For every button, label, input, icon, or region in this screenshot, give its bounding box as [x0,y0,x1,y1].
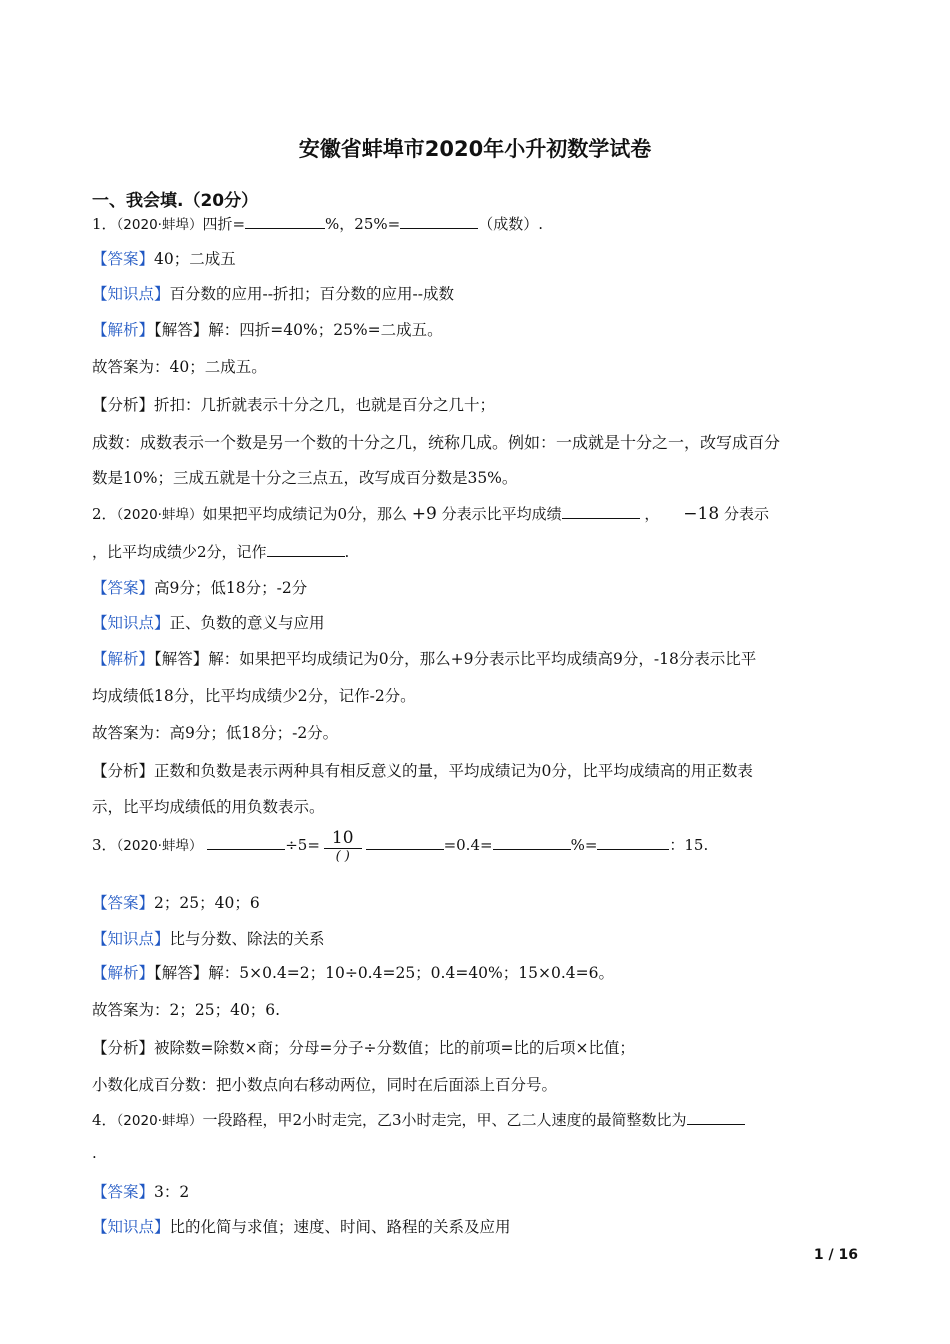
question-2-cont [92,541,349,562]
fraction [324,828,362,864]
question-text: ，比平均成绩少2分，记作 [92,543,267,561]
question-number: 3． [92,836,117,854]
question-text: %= [570,836,598,854]
analysis-line [92,961,614,983]
knowledge-tag: 【知识点】 [92,930,170,948]
question-text: 分表示 [723,505,769,523]
knowledge-line [92,282,454,304]
answer-blank[interactable] [493,834,571,850]
question-text: 分表示比平均成绩 [441,505,562,523]
answer-blank[interactable] [267,541,345,557]
fenxi-line: 数是10%；三成五就是十分之三点五，改写成百分数是35%。 [92,469,518,487]
answer-text: 3：2 [154,1183,190,1201]
knowledge-text: 比与分数、除法的关系 [169,930,325,948]
knowledge-text: 比的化简与求值；速度、时间、路程的关系及应用 [169,1218,511,1236]
question-text: 如果把平均成绩记为0分，那么 [202,505,407,523]
answer-blank[interactable] [562,503,640,519]
question-source: （2020·蚌埠） [116,1113,203,1129]
question-number: 1． [92,215,117,233]
question-4 [92,1109,745,1130]
answer-text: 40；二成五 [154,250,236,268]
answer-blank[interactable] [687,1109,745,1125]
question-2 [92,503,769,524]
fenxi-line: 【分析】正数和负数是表示两种具有相反意义的量，平均成绩记为0分，比平均成绩高的用正数表 [92,762,753,780]
analysis-text: 【解答】解：四折=40%；25%=二成五。 [154,321,443,339]
fenxi-line: 示，比平均成绩低的用负数表示。 [92,798,325,816]
section-heading: 一、我会填.（20分） [92,191,259,211]
conclusion-line: 故答案为：2；25；40；6. [92,1001,281,1019]
knowledge-tag: 【知识点】 [92,614,170,632]
answer-line [92,891,260,913]
fraction-denominator: ( ) [335,849,350,864]
page-number: 1 / 16 [813,1247,858,1263]
answer-text: 2；25；40；6 [154,894,260,912]
knowledge-text: 百分数的应用--折扣；百分数的应用--成数 [169,285,454,303]
analysis-tag: 【解析】 [92,650,155,668]
fenxi-line: 【分析】折扣：几折就表示十分之几，也就是百分之几十； [92,396,496,414]
question-source: （2020·蚌埠） [116,838,203,854]
knowledge-line [92,927,325,949]
question-text: 四折= [202,215,246,233]
question-text: ÷5= [285,836,320,854]
answer-blank[interactable] [207,834,285,850]
question-text: . [344,543,350,561]
positive-number: +9 [411,504,437,524]
answer-blank[interactable] [400,213,478,229]
fenxi-line: 成数：成数表示一个数是另一个数的十分之几，统称几成。例如：一成就是十分之一，改写成百分 [92,433,781,452]
fenxi-line: 小数化成百分数：把小数点向右移动两位，同时在后面添上百分号。 [92,1076,558,1094]
answer-blank[interactable] [366,834,444,850]
question-text: =0.4= [443,836,493,854]
question-text: %，25%= [325,215,401,233]
answer-line [92,247,236,269]
page-title: 安徽省蚌埠市2020年小升初数学试卷 [298,137,652,161]
question-text: ：15. [669,836,709,854]
question-3 [92,828,708,864]
answer-line [92,1180,189,1202]
question-source: （2020·蚌埠） [116,507,203,523]
analysis-line: 均成绩低18分，比平均成绩少2分，记作-2分。 [92,687,416,705]
knowledge-line [92,1215,511,1237]
answer-tag: 【答案】 [92,579,155,597]
answer-tag: 【答案】 [92,894,155,912]
question-source: （2020·蚌埠） [116,217,203,233]
negative-number: −18 [683,504,720,524]
fenxi-line: 【分析】被除数=除数×商；分母=分子÷分数值；比的前项=比的后项×比值； [92,1039,635,1057]
answer-text: 高9分；低18分；-2分 [154,579,308,597]
question-text: （成数）. [478,215,543,233]
analysis-text: 【解答】解：5×0.4=2；10÷0.4=25；0.4=40%；15×0.4=6。 [154,964,614,982]
knowledge-tag: 【知识点】 [92,285,170,303]
question-1 [92,213,543,234]
question-number: 4． [92,1111,117,1129]
analysis-text: 【解答】解：如果把平均成绩记为0分，那么+9分表示比平均成绩高9分，-18分表示比平 [154,650,757,668]
question-4-cont: . [92,1144,97,1162]
knowledge-tag: 【知识点】 [92,1218,170,1236]
knowledge-text: 正、负数的意义与应用 [169,614,325,632]
question-number: 2． [92,505,117,523]
answer-blank[interactable] [245,213,325,229]
analysis-tag: 【解析】 [92,964,155,982]
knowledge-line [92,611,325,633]
question-text: ， [644,505,660,523]
fraction-numerator: 10 [324,828,362,849]
answer-tag: 【答案】 [92,1183,155,1201]
answer-tag: 【答案】 [92,250,155,268]
analysis-tag: 【解析】 [92,321,155,339]
conclusion-line: 故答案为：40；二成五。 [92,358,267,376]
answer-blank[interactable] [597,834,669,850]
question-text: 一段路程，甲2小时走完，乙3小时走完，甲、乙二人速度的最简整数比为 [202,1111,687,1129]
conclusion-line: 故答案为：高9分；低18分；-2分。 [92,724,339,742]
analysis-line [92,647,756,669]
answer-line [92,576,307,598]
analysis-line [92,318,443,340]
